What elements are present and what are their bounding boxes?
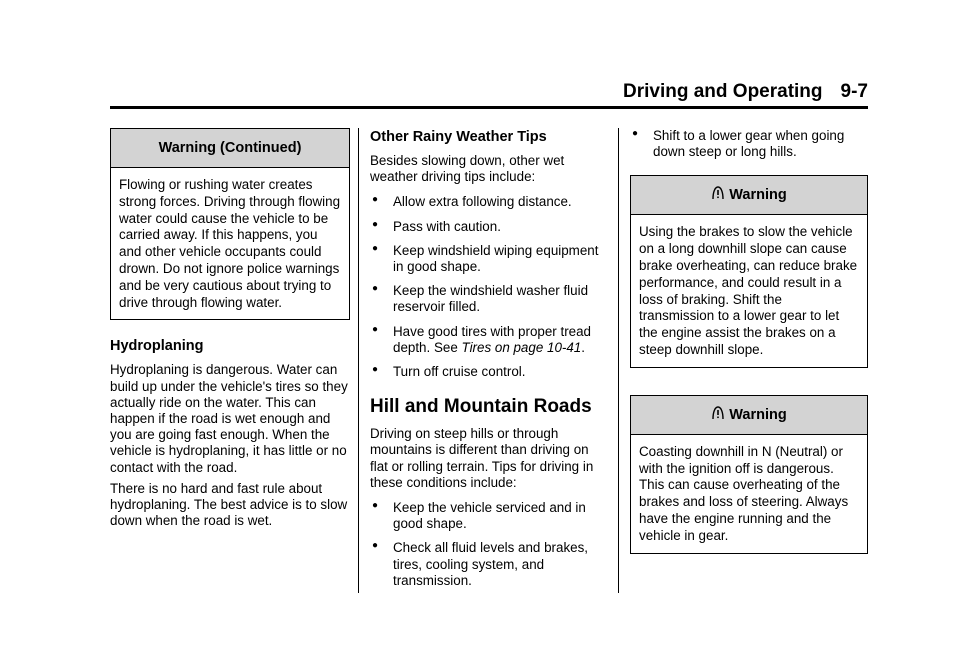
cross-reference-link[interactable]: Tires on page 10-41 [461, 339, 582, 355]
warning-box-continued [110, 128, 350, 320]
page-header [110, 80, 868, 109]
bullet-icon: ● [372, 194, 379, 206]
rainy-tips-list [370, 194, 610, 380]
warning-box-coasting [630, 395, 868, 554]
section-title: Driving and Operating [623, 81, 823, 102]
hydroplaning-paragraph-2: There is no hard and fast rule about hydroplaning. The best advice is to slow down when the road is wet. [110, 480, 348, 529]
list-item: ● Keep the windshield washer fluid reservoir filled. [372, 283, 589, 315]
bullet-icon: ● [372, 218, 379, 230]
bullet-icon: ● [372, 242, 379, 254]
list-item: ● Shift to a lower gear when going down steep or long hills. [632, 128, 845, 160]
warning-box-text: Flowing or rushing water creates strong forces. Driving through flowing water could cause the vehicle to be carried away. If this happens, you and other vehicle occupants could drown. Do not ignore police warnings and be very cautious about trying to drive through flowing water. [119, 177, 341, 310]
list-item: ● Keep the vehicle serviced and in good shape. [372, 500, 586, 532]
bullet-icon: ● [372, 500, 379, 512]
hill-roads-intro: Driving on steep hills or through mountains is different than driving on flat or rolling terrain. Tips for driving in these conditions include: [370, 426, 594, 490]
bullet-icon: ● [372, 323, 379, 335]
warning-icon [711, 186, 725, 200]
hill-tips-list [370, 500, 610, 589]
list-item: ● Pass with caution. [372, 218, 501, 234]
bullet-icon: ● [372, 540, 379, 552]
bullet-icon: ● [372, 283, 379, 295]
warning-box-text: Coasting downhill in N (Neutral) or with the ignition off is dangerous. This can cause overheating of the brakes and loss of steering. Always have the engine running and the vehicle in gear. [639, 443, 849, 543]
rainy-tips-intro: Besides slowing down, other wet weather driving tips include: [370, 153, 565, 185]
bullet-icon: ● [372, 364, 379, 376]
list-item: ● Have good tires with proper tread depth. See Tires on page 10-41. [372, 323, 591, 355]
warning-box-header [631, 176, 867, 215]
column-divider-2 [618, 128, 619, 593]
column-left [110, 128, 350, 529]
warning-box-brakes [630, 175, 868, 367]
bullet-icon: ● [632, 128, 639, 139]
column-divider-1 [358, 128, 359, 593]
column-middle [370, 128, 610, 589]
rainy-tips-heading: Other Rainy Weather Tips [370, 129, 547, 145]
warning-icon [711, 406, 725, 420]
warning-box-title: Warning [729, 187, 787, 204]
hill-roads-heading: Hill and Mountain Roads [370, 396, 592, 418]
column-right [630, 128, 868, 554]
page-number: 9-7 [840, 81, 868, 102]
list-item: ● Check all fluid levels and brakes, tires, cooling system, and transmission. [372, 540, 589, 588]
warning-box-text: Using the brakes to slow the vehicle on a long downhill slope can cause brake overheating, can reduce brake performance, and could result in a loss of braking. Shift the transmission to a lower gear to let the engine assist the brakes on a steep downhill slope. [639, 224, 858, 357]
warning-box-title: Warning (Continued) [111, 129, 349, 168]
hydroplaning-paragraph-1: Hydroplaning is dangerous. Water can build up under the vehicle's tires so they actually ride on the water. This can happen if the road is wet enough and you are going fast enough. When the vehicle is hydroplaning, it has little or no contact with the road. [110, 362, 348, 475]
warning-box-header [631, 396, 867, 435]
hydroplaning-heading: Hydroplaning [110, 338, 204, 355]
list-item: ● Turn off cruise control. [372, 364, 526, 380]
gear-tip-list [630, 128, 868, 160]
list-item: ● Keep windshield wiping equipment in good shape. [372, 242, 599, 275]
warning-box-title: Warning [729, 406, 787, 423]
list-item: ● Allow extra following distance. [372, 194, 572, 210]
